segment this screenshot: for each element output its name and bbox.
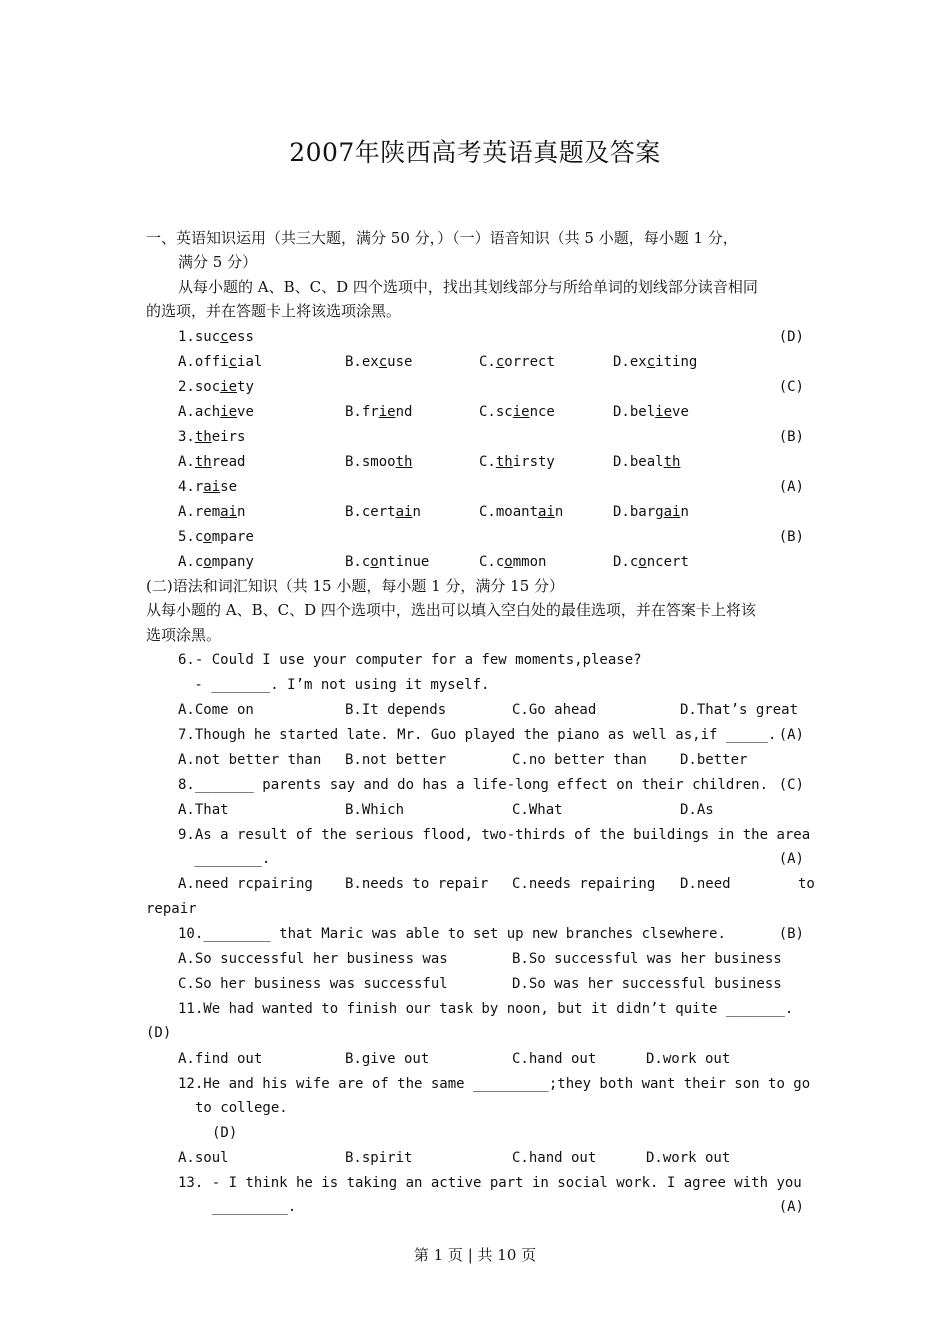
question-9-answer: (A) (778, 851, 804, 867)
option-a: A.soul (178, 1150, 229, 1166)
question-12-stem: 12.He and his wife are of the same _________;they both want their son to go (178, 1076, 811, 1092)
section1-heading: 一、英语知识运用（共三大题，满分 50 分，）（一）语音知识（共 5 小题，每小题 1 分， (146, 229, 738, 247)
option-c: C.no better than (512, 752, 647, 768)
page-title: 2007年陕西高考英语真题及答案 (289, 138, 661, 167)
option-a: A.find out (178, 1051, 263, 1067)
phonetics-question-1-word: 1.success (178, 329, 254, 345)
option-b: B.friend (345, 404, 413, 420)
option-b: B.So successful was her business (512, 951, 782, 967)
option-b: B.excuse (345, 354, 413, 370)
section2-instruction: 从每小题的 A、B、C、D 四个选项中，选出可以填入空白处的最佳选项，并在答案卡上将该 (146, 601, 756, 619)
question-6-stem: 6.- Could I use your computer for a few moments,please? (178, 652, 642, 668)
option-d: D.bealth (613, 454, 681, 470)
phonetics-question-2-answer: (C) (778, 379, 804, 395)
section1-heading-cont: 满分 5 分） (178, 253, 258, 271)
option-b: B.needs to repair (345, 876, 489, 892)
question-12-answer: (D) (212, 1125, 238, 1141)
question-10-answer: (B) (778, 926, 804, 942)
question-7-answer: (A) (778, 727, 804, 743)
phonetics-question-4-answer: (A) (778, 479, 804, 495)
option-a: A.remain (178, 504, 246, 520)
option-a: A.company (178, 554, 254, 570)
option-d: D.work out (646, 1150, 731, 1166)
option-b: B.Which (345, 802, 405, 818)
question-11-answer: (D) (146, 1025, 172, 1041)
question-8-stem: 8._______ parents say and do has a life-long effect on their children. (178, 777, 769, 793)
section2-instruction-cont: 选项涂黑。 (146, 626, 222, 644)
option-d: D.better (680, 752, 748, 768)
phonetics-question-5-word: 5.compare (178, 529, 254, 545)
phonetics-question-3-answer: (B) (778, 429, 804, 445)
phonetics-question-2-word: 2.society (178, 379, 254, 395)
option-d: D.bargain (613, 504, 689, 520)
question-8-answer: (C) (778, 777, 804, 793)
question-9-stem-cont: ________. (186, 851, 271, 867)
option-d: D.concert (613, 554, 689, 570)
phonetics-question-4-word: 4.raise (178, 479, 238, 495)
option-b: B.smooth (345, 454, 413, 470)
section1-instruction-cont: 的选项，并在答题卡上将该选项涂黑。 (146, 302, 402, 320)
option-c: C.science (479, 404, 555, 420)
option-b: B.spirit (345, 1150, 413, 1166)
option-b: B.not better (345, 752, 447, 768)
option-d: D.need to (680, 876, 815, 892)
option-d-cont: repair (146, 901, 197, 917)
option-c: C.common (479, 554, 547, 570)
option-a: A.That (178, 802, 229, 818)
option-c: C.moantain (479, 504, 564, 520)
option-d: D.As (680, 802, 714, 818)
question-13-stem: 13. - I think he is taking an active part in social work. I agree with you (178, 1175, 802, 1191)
option-b: B.continue (345, 554, 430, 570)
option-a: A.Come on (178, 702, 254, 718)
section1-instruction: 从每小题的 A、B、C、D 四个选项中，找出其划线部分与所给单词的划线部分读音相同 (178, 278, 758, 296)
option-c: C.needs repairing (512, 876, 656, 892)
question-7-stem: 7.Though he started late. Mr. Guo played the piano as well as,if _____. (178, 727, 777, 743)
question-13-stem-cont: _________. (212, 1199, 297, 1215)
question-11-stem: 11.We had wanted to finish our task by noon, but it didn’t quite _______. (178, 1001, 794, 1017)
phonetics-question-3-word: 3.theirs (178, 429, 246, 445)
phonetics-question-5-answer: (B) (778, 529, 804, 545)
option-d: D.exciting (613, 354, 698, 370)
option-d: D.That’s great (680, 702, 799, 718)
page-footer: 第 1 页 | 共 10 页 (413, 1246, 537, 1264)
option-c: C.thirsty (479, 454, 555, 470)
option-b: B.It depends (345, 702, 447, 718)
phonetics-question-1-answer: (D) (778, 329, 804, 345)
option-d: D.So was her successful business (512, 976, 782, 992)
option-a: A.thread (178, 454, 246, 470)
option-a: A.need rcpairing (178, 876, 313, 892)
option-a: A.not better than (178, 752, 322, 768)
section2-heading: (二)语法和词汇知识（共 15 小题，每小题 1 分，满分 15 分） (146, 577, 565, 595)
question-9-stem: 9.As a result of the serious flood, two-thirds of the buildings in the area (178, 827, 811, 843)
option-c: C.hand out (512, 1051, 597, 1067)
option-a: A.official (178, 354, 263, 370)
option-c: C.What (512, 802, 563, 818)
option-c: C.So her business was successful (178, 976, 448, 992)
option-a: A.So successful her business was (178, 951, 448, 967)
option-b: B.certain (345, 504, 421, 520)
question-6-stem-cont: - _______. I’m not using it myself. (186, 677, 490, 693)
option-d: D.believe (613, 404, 689, 420)
option-b: B.give out (345, 1051, 430, 1067)
option-c: C.hand out (512, 1150, 597, 1166)
question-13-answer: (A) (778, 1199, 804, 1215)
option-d: D.work out (646, 1051, 731, 1067)
question-10-stem: 10.________ that Maric was able to set up new branches clsewhere. (178, 926, 726, 942)
question-12-stem-cont: to college. (195, 1100, 288, 1116)
option-c: C.Go ahead (512, 702, 597, 718)
option-c: C.correct (479, 354, 555, 370)
option-a: A.achieve (178, 404, 254, 420)
